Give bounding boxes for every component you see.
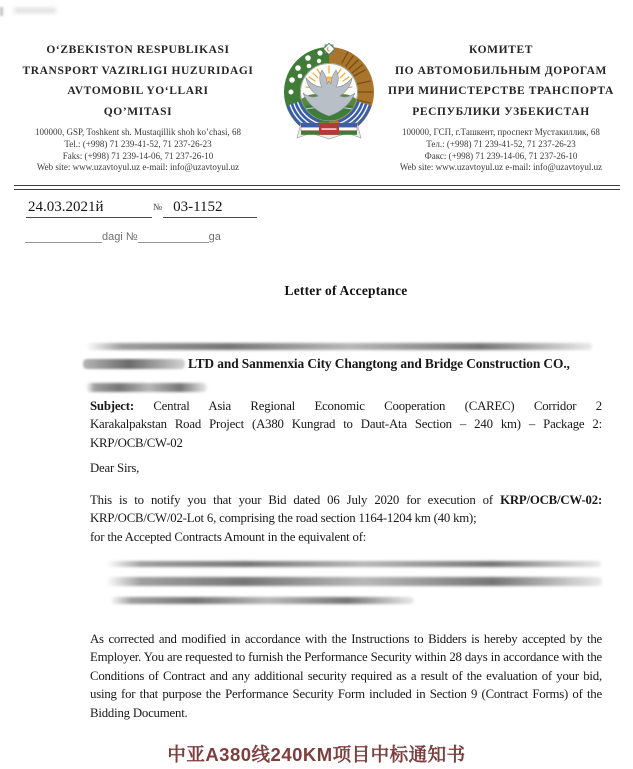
letterhead-uzbek	[14, 40, 262, 174]
subject-label: Subject:	[90, 399, 134, 413]
address-line: Web site: www.uzavtoyul.uz e-mail: info@uzavtoyul.uz	[399, 162, 603, 173]
letterhead-line: TRANSPORT VAZIRLIGI HUZURIDAGI	[22, 64, 254, 77]
letterhead-russian	[375, 40, 627, 174]
letterhead-line: КОМИТЕТ	[468, 44, 533, 56]
dagi-label: dagi №	[102, 231, 138, 243]
scan-edge-mark	[0, 7, 3, 16]
document-date: 24.03.2021й	[26, 199, 152, 218]
ga-label: ga	[208, 231, 221, 243]
subject-paragraph	[90, 397, 602, 452]
redacted-amount-line	[107, 561, 601, 567]
number-sign: №	[153, 203, 163, 213]
salutation: Dear Sirs,	[90, 461, 140, 475]
address-line: Тел.: (+998) 71 239-41-52, 71 237-26-23	[426, 138, 576, 149]
letterhead-uzbek-address	[14, 127, 262, 174]
subject-line: KRP/OCB/CW-02	[90, 435, 183, 450]
notify-line: KRP/OCB/CW/02-Lot 6, comprising the road section 1164-1204 km (40 km);	[90, 511, 477, 526]
scan-smudge	[14, 8, 56, 13]
address-line: Tel.: (+998) 71 239-41-52, 71 237-26-23	[64, 138, 212, 149]
blank-underline	[25, 230, 102, 243]
subject-line	[90, 397, 602, 415]
addressee-line	[83, 355, 602, 373]
address-line: Web site: www.uzavtoyul.uz e-mail: info@uzavtoyul.uz	[36, 162, 240, 173]
letterhead-russian-title	[375, 40, 627, 122]
letterhead-line: ПО АВТОМОБИЛЬНЫМ ДОРОГАМ	[395, 64, 607, 77]
letterhead-line: QO’MITASI	[103, 105, 173, 118]
redacted-line	[86, 343, 592, 350]
blank-underline	[138, 230, 209, 243]
uzbekistan-emblem-icon	[268, 40, 390, 149]
address-line: 100000, ГСП, г.Ташкент, проспект Мустакиллик, 68	[402, 127, 600, 137]
address-line: Faks: (+998) 71 239-14-06, 71 237-26-10	[62, 150, 214, 161]
chinese-caption: 中亚A380线240KM项目中标通知书	[167, 744, 466, 765]
letterhead-line: O‘ZBEKISTON RESPUBLIKASI	[46, 44, 230, 56]
closing-paragraph: As corrected and modified in accordance with the Instructions to Bidders is hereby accepted by the Employer. You are requested to furnish the Performance Security within 28 days in accordance with the Conditions of Contract and any additional security required as a result of the evaluation of your bid, using for that purpose the Performance Security Form included in Section 9 (Contract Forms) of the Bidding Document.	[90, 632, 602, 720]
address-line: Факс: (+998) 71 239-14-06, 71 237-26-10	[424, 150, 578, 161]
redacted-amount-line	[106, 577, 602, 586]
subject-text: Central Asia Regional Economic Cooperation (CAREC) Corridor 2	[153, 399, 602, 413]
addressee-text: LTD and Sanmenxia City Changtong and Bridge Construction CO.,	[188, 356, 570, 371]
reference-blank-line	[25, 230, 221, 243]
letter-title: Letter of Acceptance	[284, 283, 408, 298]
letterhead-line: ПРИ МИНИСТЕРСТВЕ ТРАНСПОРТА	[388, 85, 614, 97]
notify-line: for the Accepted Contracts Amount in the equivalent of:	[90, 529, 367, 544]
letterhead-divider	[14, 185, 620, 190]
letterhead-line: AVTOMOBIL YO‘LLARI	[67, 85, 209, 97]
reference-line	[26, 199, 257, 218]
contract-code: KRP/OCB/CW-02:	[500, 493, 602, 507]
notify-line	[90, 491, 602, 509]
subject-line: Karakalpakstan Road Project (A380 Kungrad to Daut-Ata Section – 240 km) – Package 2:	[90, 417, 602, 432]
letterhead-uzbek-title	[14, 40, 262, 122]
address-line: 100000, GSP, Toshkent sh. Mustaqillik shoh ko’chasi, 68	[35, 127, 241, 137]
redacted-amount-line	[110, 597, 414, 604]
letterhead-line: РЕСПУБЛИКИ УЗБЕКИСТАН	[412, 105, 590, 118]
document-number: 03-1152	[163, 199, 257, 218]
notify-text: This is to notify you that your Bid dated 06 July 2020 for execution of	[90, 493, 501, 507]
redacted-company-name	[83, 359, 185, 369]
letterhead-russian-address	[375, 127, 627, 174]
redacted-line	[86, 383, 207, 392]
notify-paragraph	[90, 491, 602, 546]
